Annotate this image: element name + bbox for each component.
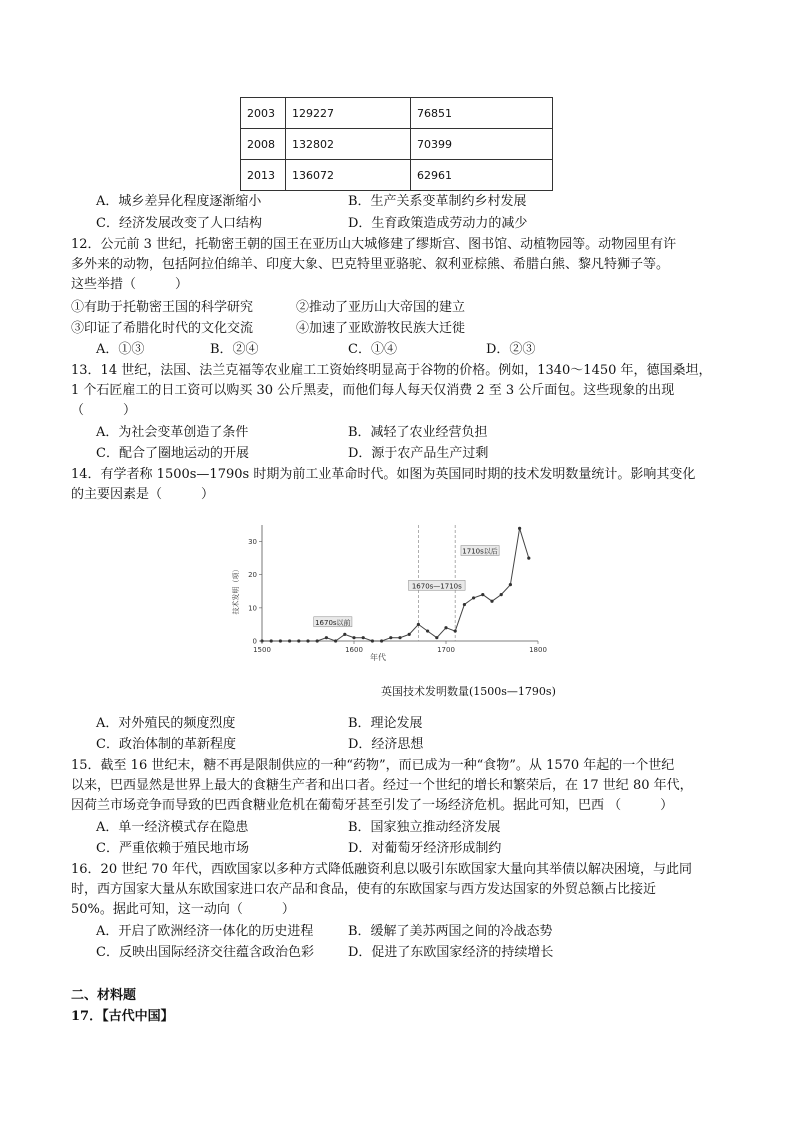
chart-point — [408, 633, 411, 636]
q12-stem-line1: 12．公元前 3 世纪，托勒密王朝的国王在亚历山大城修建了缪斯宫、图书馆、动植物园等。动物园里有许 — [71, 237, 677, 252]
chart-point — [500, 593, 503, 596]
q13-option-a: A．为社会变革创造了条件 — [96, 425, 249, 440]
chart-series-line — [262, 528, 529, 641]
table-cell: 70399 — [411, 129, 553, 160]
chart-point — [270, 639, 273, 642]
table-cell: 132802 — [286, 129, 411, 160]
chart-x-tick-label: 1600 — [345, 646, 363, 654]
q14-option-b: B．理论发展 — [348, 716, 423, 731]
q15-option-a: A．单一经济模式存在隐患 — [96, 820, 249, 835]
q13-stem-line1: 13．14 世纪，法国、法兰克福等农业雇工工资始终明显高于谷物的价格。例如，1340～1450 年，德国桑坦， — [71, 363, 712, 378]
chart-point — [334, 639, 337, 642]
q12-stem-line3: 这些举措（ ） — [71, 277, 189, 292]
q16-stem-line1: 16．20 世纪 70 年代，西欧国家以多种方式降低融资利息以吸引东欧国家大量向其举债以解决困境，与此同 — [71, 862, 693, 877]
chart-point — [444, 626, 447, 629]
chart-point — [398, 636, 401, 639]
q15-option-b: B．国家独立推动经济发展 — [348, 820, 501, 835]
chart-annotation-label: 1670s—1710s — [411, 582, 462, 591]
chart-point — [352, 636, 355, 639]
q11-option-c: C．经济发展改变了人口结构 — [96, 216, 262, 231]
chart-point — [463, 603, 466, 606]
q13-stem-line2: 1 个石匠雇工的日工资可以购买 30 公斤黑麦，而他们每人每天仅消费 2 至 3 公斤面包。这些现象的出现 — [71, 383, 675, 398]
table-cell: 2013 — [241, 160, 286, 191]
chart-annotation-label: 1710s以后 — [462, 547, 498, 556]
table-cell: 62961 — [411, 160, 553, 191]
q12-item-3: ③印证了希腊化时代的文化交流 — [71, 321, 254, 336]
table-row — [241, 98, 553, 129]
table-cell: 76851 — [411, 98, 553, 129]
chart-point — [371, 639, 374, 642]
population-table — [240, 97, 553, 191]
q16-option-c: C．反映出国际经济交往蕴含政治色彩 — [96, 945, 314, 960]
chart-point — [316, 639, 319, 642]
q12-option-b: B．②④ — [210, 342, 259, 357]
section-title: 二、材料题 — [71, 988, 137, 1003]
chart-point — [527, 557, 530, 560]
q17-title: 17．【古代中国】 — [71, 1009, 174, 1024]
q11-option-b: B．生产关系变革制约乡村发展 — [348, 194, 527, 209]
chart-point — [454, 629, 457, 632]
chart-point — [297, 639, 300, 642]
q14-option-a: A．对外殖民的频度烈度 — [96, 716, 236, 731]
table-row — [241, 129, 553, 160]
chart-point — [279, 639, 282, 642]
chart-x-tick-label: 1800 — [529, 646, 547, 654]
chart-x-axis-label: 年代 — [370, 653, 386, 662]
q13-stem-line3: （ ） — [71, 403, 137, 418]
chart-x-tick-label: 1700 — [437, 646, 455, 654]
q15-option-c: C．严重依赖于殖民地市场 — [96, 841, 249, 856]
chart-y-tick-label: 30 — [248, 538, 257, 547]
chart-point — [343, 633, 346, 636]
q16-stem-line2: 时，西方国家大量从东欧国家进口农产品和食品，使有的东欧国家与西方发达国家的外贸总额占比接近 — [71, 882, 657, 897]
q15-stem-line3: 因荷兰市场竞争而导致的巴西食糖业危机在葡萄牙甚至引发了一场经济危机。据此可知，巴西 （ ） — [71, 798, 674, 813]
q13-option-c: C．配合了圈地运动的开展 — [96, 446, 249, 461]
chart-y-tick-label: 10 — [248, 604, 257, 613]
table-cell: 136072 — [286, 160, 411, 191]
q12-option-a: A．①③ — [96, 342, 145, 357]
chart-point — [380, 639, 383, 642]
q16-option-d: D．促进了东欧国家经济的持续增长 — [348, 945, 554, 960]
q12-option-d: D．②③ — [486, 342, 536, 357]
chart-point — [426, 629, 429, 632]
q16-option-a: A．开启了欧洲经济一体化的历史进程 — [96, 924, 314, 939]
chart-point — [325, 636, 328, 639]
chart-point — [472, 596, 475, 599]
chart-y-tick-label: 0 — [252, 637, 257, 646]
q16-option-b: B．缓解了美苏两国之间的冷战态势 — [348, 924, 553, 939]
q12-option-c: C．①④ — [348, 342, 397, 357]
q12-item-2: ②推动了亚历山大帝国的建立 — [296, 300, 466, 315]
q13-option-d: D．源于农产品生产过剩 — [348, 446, 489, 461]
chart-y-tick-label: 20 — [248, 571, 257, 580]
q12-item-4: ④加速了亚欧游牧民族大迁徙 — [296, 321, 466, 336]
chart-point — [435, 636, 438, 639]
table-cell: 2008 — [241, 129, 286, 160]
q14-stem-line1: 14．有学者称 1500s—1790s 时期为前工业革命时代。如图为英国同时期的技术发明数量统计。影响其变化 — [71, 467, 696, 482]
q15-stem-line2: 以来，巴西显然是世界上最大的食糖生产者和出口者。经过一个世纪的增长和繁荣后，在 17 世纪 80 年代， — [71, 778, 693, 793]
chart-point — [389, 636, 392, 639]
q12-stem-line2: 多外来的动物，包括阿拉伯绵羊、印度大象、巴克特里亚骆驼、叙利亚棕熊、希腊白熊、黎凡特狮子等。 — [71, 257, 670, 272]
tech-invention-chart — [228, 515, 548, 665]
chart-point — [509, 583, 512, 586]
q13-option-b: B．减轻了农业经营负担 — [348, 425, 488, 440]
chart-point — [417, 623, 420, 626]
chart-point — [288, 639, 291, 642]
chart-point — [518, 527, 521, 530]
chart-point — [306, 639, 309, 642]
chart-x-tick-label: 1500 — [253, 646, 271, 654]
table-cell: 129227 — [286, 98, 411, 129]
q15-stem-line1: 15．截至 16 世纪末，糖不再是限制供应的一种“药物”，而已成为一种“食物”。从 1570 年起的一个世纪 — [71, 758, 675, 773]
q14-option-d: D．经济思想 — [348, 737, 424, 752]
chart-point — [490, 600, 493, 603]
q15-option-d: D．对葡萄牙经济形成制约 — [348, 841, 502, 856]
q14-stem-line2: 的主要因素是（ ） — [71, 487, 215, 502]
q12-item-1: ①有助于托勒密王国的科学研究 — [71, 300, 254, 315]
chart-point — [481, 593, 484, 596]
chart-y-axis-label: 技术发明（项） — [232, 565, 240, 615]
q14-option-c: C．政治体制的革新程度 — [96, 737, 236, 752]
table-row — [241, 160, 553, 191]
chart-point — [362, 636, 365, 639]
chart-annotation-label: 1670s以前 — [315, 618, 351, 627]
q11-option-a: A．城乡差异化程度逐渐缩小 — [96, 194, 262, 209]
table-cell: 2003 — [241, 98, 286, 129]
q11-option-d: D．生育政策造成劳动力的减少 — [348, 216, 528, 231]
q16-stem-line3: 50%。据此可知，这一动向（ ） — [71, 902, 295, 917]
chart-caption: 英国技术发明数量(1500s—1790s) — [381, 685, 556, 698]
